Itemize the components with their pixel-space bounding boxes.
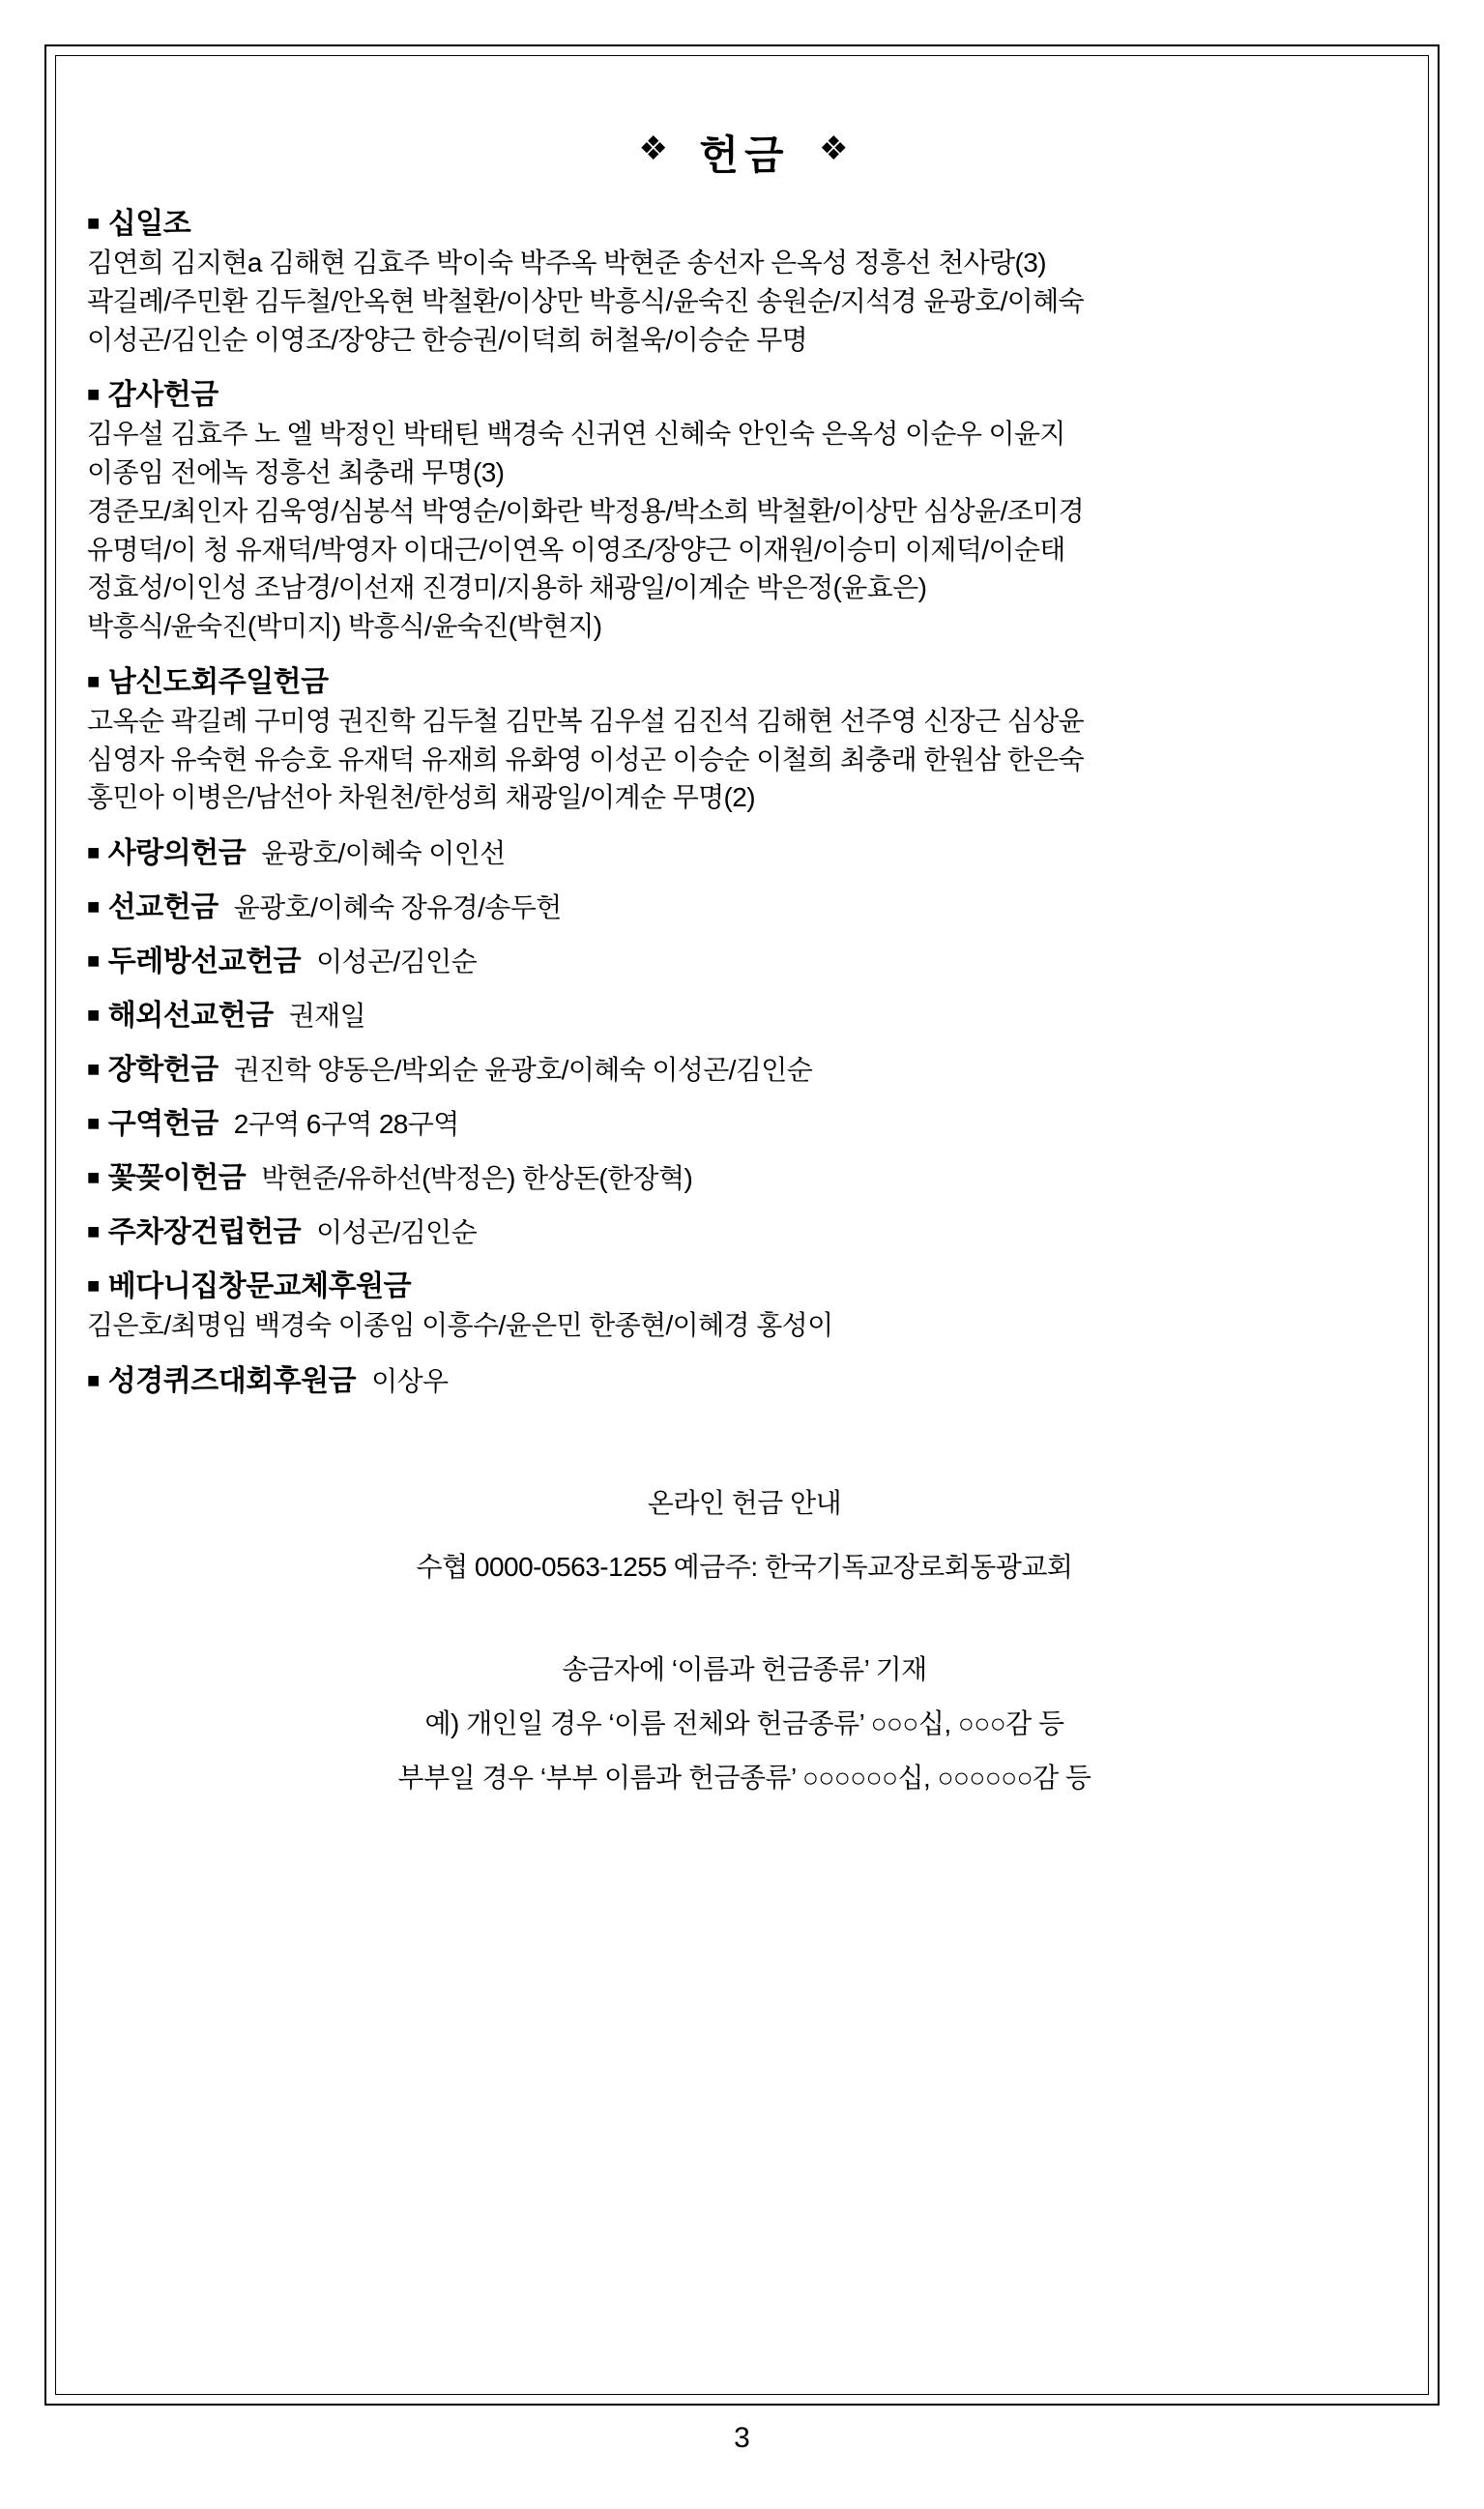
bullet-icon: ■ bbox=[87, 948, 100, 973]
section-heading-tithe-label: 십일조 bbox=[107, 208, 191, 240]
diamond-right-icon: ❖ bbox=[819, 131, 851, 167]
section-scholarship-names: 권진학 양동은/박외순 윤광호/이혜숙 이성곤/김인순 bbox=[233, 1055, 813, 1085]
online-offering-note-1: 송금자에 ‘이름과 헌금종류’ 기재 bbox=[562, 1653, 927, 1684]
section-bible-quiz bbox=[87, 1357, 1402, 1399]
section-parking-lot-label-wrap bbox=[87, 1216, 301, 1248]
section-heading-bethany bbox=[87, 1262, 1402, 1304]
section-heading-mens-sunday-label: 남신도회주일헌금 bbox=[107, 665, 329, 698]
bullet-icon: ■ bbox=[87, 840, 100, 864]
section-heading-tithe bbox=[87, 199, 1402, 242]
section-flower-names: 박현준/유하선(박정은) 한상돈(한장혁) bbox=[261, 1163, 693, 1193]
bullet-icon: ■ bbox=[87, 1165, 100, 1189]
section-mission bbox=[87, 883, 1402, 925]
section-duraebang-label: 두레방선교헌금 bbox=[107, 946, 302, 977]
name-line: 이성곤/김인순 이영조/장양근 한승권/이덕희 허철욱/이승순 무명 bbox=[87, 324, 808, 355]
section-duraebang-label-wrap bbox=[87, 946, 301, 977]
section-love-names: 윤광호/이혜숙 이인선 bbox=[261, 838, 506, 868]
name-line: 고옥순 곽길례 구미영 권진학 김두철 김만복 김우설 김진석 김해현 선주영 신장근 심상윤 bbox=[87, 705, 1085, 736]
section-district-names: 2구역 6구역 28구역 bbox=[233, 1109, 459, 1139]
bullet-icon: ■ bbox=[87, 1273, 100, 1298]
section-overseas-mission-label-wrap bbox=[87, 1000, 274, 1032]
name-line: 박흥식/윤숙진(박미지) 박흥식/윤숙진(박현지) bbox=[87, 611, 602, 641]
online-offering-guide bbox=[87, 1482, 1402, 1795]
section-parking-lot-names: 이성곤/김인순 bbox=[316, 1217, 478, 1247]
bullet-icon: ■ bbox=[87, 894, 100, 919]
section-overseas-mission bbox=[87, 991, 1402, 1034]
page-number: 3 bbox=[734, 2422, 750, 2454]
section-heading-thanksgiving-label: 감사헌금 bbox=[107, 379, 218, 412]
diamond-left-icon: ❖ bbox=[638, 131, 670, 167]
section-love-label: 사랑의헌금 bbox=[107, 837, 247, 869]
section-flower-label: 꽃꽂이헌금 bbox=[107, 1162, 247, 1194]
bullet-icon: ■ bbox=[87, 1003, 100, 1027]
bullet-icon: ■ bbox=[87, 1219, 100, 1243]
page-title bbox=[87, 124, 1402, 182]
bullet-icon: ■ bbox=[87, 1367, 100, 1392]
online-offering-note-3: 부부일 경우 ‘부부 이름과 헌금종류’ ○○○○○○십, ○○○○○○감 등 bbox=[397, 1762, 1091, 1793]
name-line: 경준모/최인자 김욱영/심봉석 박영순/이화란 박정용/박소희 박철환/이상만 심상윤/조미경 bbox=[87, 495, 1085, 526]
section-scholarship-label-wrap bbox=[87, 1054, 218, 1086]
bullet-icon: ■ bbox=[87, 1057, 100, 1081]
section-heading-thanksgiving bbox=[87, 370, 1402, 413]
online-offering-account: 수협 0000-0563-1255 예금주: 한국기독교장로회동광교회 bbox=[416, 1551, 1073, 1582]
section-scholarship bbox=[87, 1045, 1402, 1088]
section-district-label-wrap bbox=[87, 1108, 218, 1140]
name-line: 곽길례/주민환 김두철/안옥현 박철환/이상만 박흥식/윤숙진 송원순/지석경 윤광호/이혜숙 bbox=[87, 285, 1085, 316]
section-bible-quiz-label-wrap bbox=[87, 1365, 356, 1397]
section-duraebang-names: 이성곤/김인순 bbox=[316, 947, 478, 977]
name-line: 정효성/이인성 조남경/이선재 진경미/지용하 채광일/이계순 박은정(윤효은) bbox=[87, 572, 927, 603]
name-line: 이종임 전에녹 정흥선 최충래 무명(3) bbox=[87, 457, 505, 487]
online-offering-title: 온라인 헌금 안내 bbox=[647, 1487, 842, 1518]
section-parking-lot bbox=[87, 1208, 1402, 1250]
section-bible-quiz-label: 성경퀴즈대회후원금 bbox=[107, 1364, 357, 1397]
page-title-text: 헌금 bbox=[699, 132, 790, 178]
online-offering-note-2: 예) 개인일 경우 ‘이름 전체와 헌금종류’ ○○○십, ○○○감 등 bbox=[424, 1707, 1064, 1738]
bullet-icon: ■ bbox=[87, 211, 100, 235]
section-overseas-mission-names: 권재일 bbox=[288, 1001, 366, 1031]
bullet-icon: ■ bbox=[87, 382, 100, 407]
name-line: 심영자 유숙현 유승호 유재덕 유재희 유화영 이성곤 이승순 이철희 최충래 한원삼 한은숙 bbox=[87, 744, 1085, 774]
section-heading-mens-sunday bbox=[87, 657, 1402, 700]
section-mission-label-wrap bbox=[87, 891, 218, 923]
section-overseas-mission-label: 해외선교헌금 bbox=[107, 1000, 274, 1032]
section-parking-lot-label: 주차장건립헌금 bbox=[107, 1216, 302, 1248]
bullet-icon: ■ bbox=[87, 1111, 100, 1135]
section-names-tithe bbox=[87, 244, 1402, 359]
name-line: 김은호/최명임 백경숙 이종임 이흥수/윤은민 한종현/이혜경 홍성이 bbox=[87, 1310, 833, 1340]
page-content bbox=[87, 77, 1402, 1811]
section-names-mens-sunday bbox=[87, 702, 1402, 817]
section-names-bethany bbox=[87, 1306, 1402, 1345]
name-line: 홍민아 이병은/남선아 차원천/한성희 채광일/이계순 무명(2) bbox=[87, 782, 755, 813]
section-names-thanksgiving bbox=[87, 415, 1402, 646]
section-flower bbox=[87, 1153, 1402, 1196]
section-mission-names: 윤광호/이혜숙 장유경/송두헌 bbox=[233, 892, 562, 922]
name-line: 김우설 김효주 노 엘 박정인 박태틴 백경숙 신귀연 신혜숙 안인숙 은옥성 이순우 이윤지 bbox=[87, 419, 1065, 450]
section-love-label-wrap bbox=[87, 837, 246, 869]
section-heading-bethany-label: 베다니집창문교체후원금 bbox=[107, 1270, 412, 1302]
section-love bbox=[87, 829, 1402, 871]
section-scholarship-label: 장학헌금 bbox=[107, 1054, 218, 1086]
section-duraebang bbox=[87, 937, 1402, 979]
section-district-label: 구역헌금 bbox=[107, 1108, 218, 1140]
section-flower-label-wrap bbox=[87, 1162, 246, 1194]
section-district bbox=[87, 1099, 1402, 1142]
bullet-icon: ■ bbox=[87, 668, 100, 693]
section-bible-quiz-names: 이상우 bbox=[371, 1365, 449, 1396]
name-line: 유명덕/이 청 유재덕/박영자 이대근/이연옥 이영조/장양근 이재원/이승미 이제덕/이순태 bbox=[87, 534, 1065, 565]
section-mission-label: 선교헌금 bbox=[107, 891, 218, 923]
name-line: 김연희 김지현a 김해현 김효주 박이숙 박주옥 박현준 송선자 은옥성 정흥선 천사랑(3) bbox=[87, 248, 1046, 277]
